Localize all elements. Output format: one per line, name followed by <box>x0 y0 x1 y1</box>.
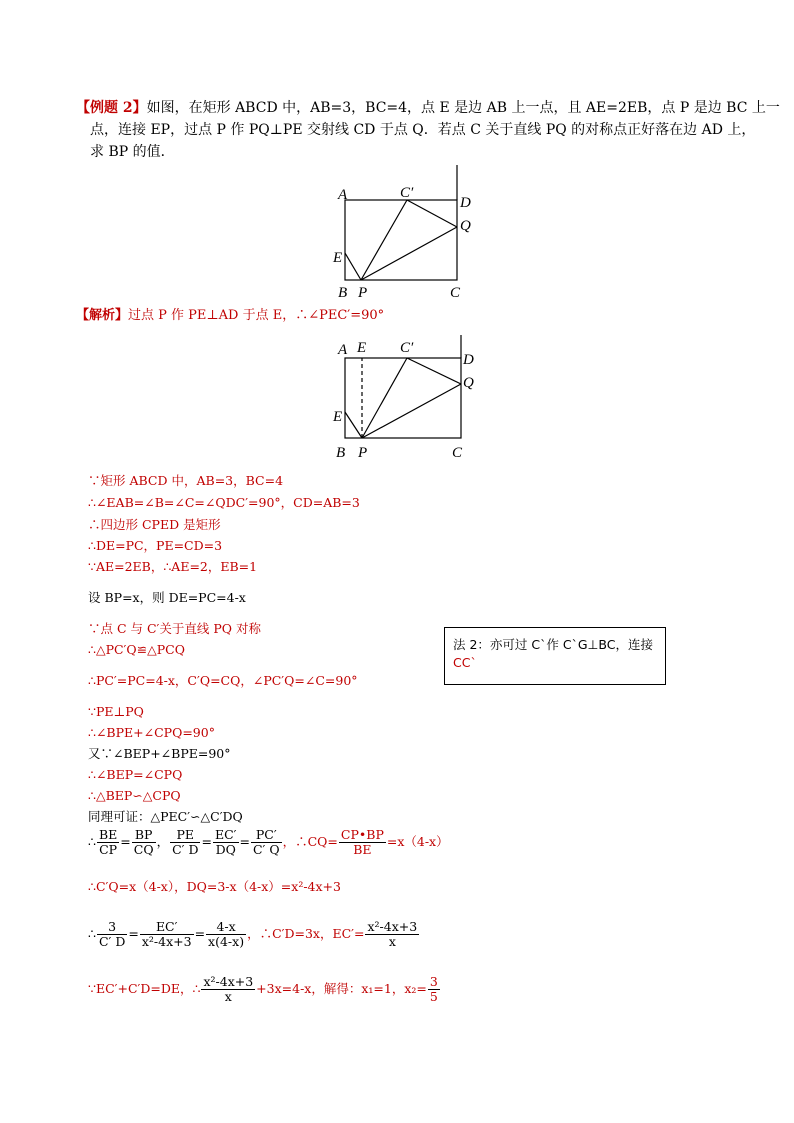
step-3: ∴四边形 CPED 是矩形 <box>88 517 221 532</box>
fraction-quad-x-2: $\frac{\text{x²-4x+3}}{x}$ <box>203 974 254 1004</box>
step-11: ∴∠BPE+∠CPQ=90° <box>88 725 215 740</box>
fig2-label-q: Q <box>463 375 474 391</box>
step-1: ∵矩形 ABCD 中，AB=3，BC=4 <box>88 473 284 488</box>
problem-line-2: 点，连接 EP，过点 P 作 PQ⊥PE 交射线 CD 于点 Q．若点 C 关于直线 PQ 的对称点正好落在边 AD 上， <box>90 122 756 138</box>
step-8: ∴△PC′Q≌△PCQ <box>88 642 185 657</box>
fig1-label-q: Q <box>460 218 471 234</box>
fig2-label-e: E <box>333 409 343 425</box>
fraction-quad-x: $\frac{\text{x²-4x+3}}{x}$ <box>367 919 418 949</box>
fig1-label-c-prime: C′ <box>400 185 414 201</box>
step-4: ∴DE=PC，PE=CD=3 <box>88 538 223 553</box>
fig2-label-c-prime: C′ <box>400 340 414 356</box>
figure-1 <box>330 160 480 302</box>
fraction-3-5: $\frac{3}{5}$ <box>429 974 438 1004</box>
problem-line-3: 求 BP 的值． <box>90 144 175 160</box>
example-tag: 【例题 2】 <box>76 100 147 116</box>
fig2-label-p: P <box>358 445 368 461</box>
fig2-label-b: B <box>336 445 346 461</box>
step-10: ∵PE⊥PQ <box>88 704 144 719</box>
step-2: ∴∠EAB=∠B=∠C=∠QDC′=90°，CD=AB=3 <box>88 495 360 510</box>
step-12: 又∵∠BEP+∠BPE=90° <box>88 746 231 761</box>
fraction-be-cp: $\frac{BE}{CP}$ <box>98 827 118 857</box>
step-18: ∴ $\frac{3}{C' D}$ = $\frac{EC'}{\text{x²-4x+3}}$ = $\frac{4-x}{x(4-x)}$ ，∴C′D=3x，EC′= $\frac{\text{x²-4x+3}}{x}$ <box>88 919 418 949</box>
fig1-label-p: P <box>358 285 368 301</box>
step-5: ∵AE=2EB，∴AE=2，EB=1 <box>88 559 258 574</box>
problem-text-1: 如图，在矩形 ABCD 中，AB=3，BC=4，点 E 是边 AB 上一点，且 AE=2EB，点 P 是边 BC 上一 <box>146 100 780 116</box>
step-13: ∴∠BEP=∠CPQ <box>88 767 183 782</box>
fig1-label-e: E <box>333 250 343 266</box>
fig2-label-a: A <box>338 342 348 358</box>
fig1-label-a: A <box>338 187 348 203</box>
fig1-label-b: B <box>338 285 348 301</box>
fig2-label-d: D <box>463 352 474 368</box>
note-line-1: 法 2：亦可过 C`作 C`G⊥BC，连接 <box>453 637 653 652</box>
step-14: ∴△BEP∽△CPQ <box>88 788 181 803</box>
fig2-label-c: C <box>452 445 463 461</box>
step-19: ∵EC′+C′D=DE，∴ $\frac{\text{x²-4x+3}}{x}$ +3x=4-x，解得：x₁=1，x₂= $\frac{3}{5}$ <box>88 974 438 1004</box>
figure-2 <box>330 330 480 465</box>
fig1-label-c: C <box>450 285 461 301</box>
fraction-ec-dq: $\frac{EC'}{DQ}$ <box>214 827 237 857</box>
problem-line-1 <box>76 97 780 119</box>
fraction-4x-x4x: $\frac{4-x}{x(4-x)}$ <box>208 919 245 949</box>
fraction-pe-cd: $\frac{PE}{C' D}$ <box>172 827 199 857</box>
analysis-line <box>76 305 384 327</box>
fraction-pc-cq: $\frac{PC'}{C' Q}$ <box>252 827 280 857</box>
step-15: 同理可证：△PEC′∽△C′DQ <box>88 809 243 824</box>
fig1-label-d: D <box>460 195 471 211</box>
step-16: ∴ $\frac{BE}{CP}$ = $\frac{BP}{CQ}$ ， $\frac{PE}{C' D}$ = $\frac{EC'}{DQ}$ = $\frac{PC'}{C' Q}$ ，∴CQ= $\frac{CP•BP}{BE}$ =x（4-x） <box>88 827 449 857</box>
step-17: ∴C′Q=x（4-x），DQ=3-x（4-x）=x²-4x+3 <box>88 879 341 894</box>
analysis-tag: 【解析】 <box>76 308 129 323</box>
fig2-label-e-top: E <box>357 340 367 356</box>
fraction-bp-cq: $\frac{BP}{CQ}$ <box>133 827 154 857</box>
method-2-note <box>444 627 666 685</box>
step-7: ∵点 C 与 C′关于直线 PQ 对称 <box>88 621 261 636</box>
fraction-cpbp-be: $\frac{CP•BP}{BE}$ <box>340 827 384 857</box>
note-line-2: CC` <box>453 655 477 670</box>
analysis-text: 过点 P 作 PE⊥AD 于点 E，∴∠PEC′=90° <box>128 308 385 323</box>
fraction-ec-quad: $\frac{EC'}{\text{x²-4x+3}}$ <box>141 919 192 949</box>
step-9: ∴PC′=PC=4-x，C′Q=CQ，∠PC′Q=∠C=90° <box>88 673 358 688</box>
step-6: 设 BP=x，则 DE=PC=4-x <box>88 590 246 605</box>
fraction-3-cd: $\frac{3}{C' D}$ <box>98 919 126 949</box>
